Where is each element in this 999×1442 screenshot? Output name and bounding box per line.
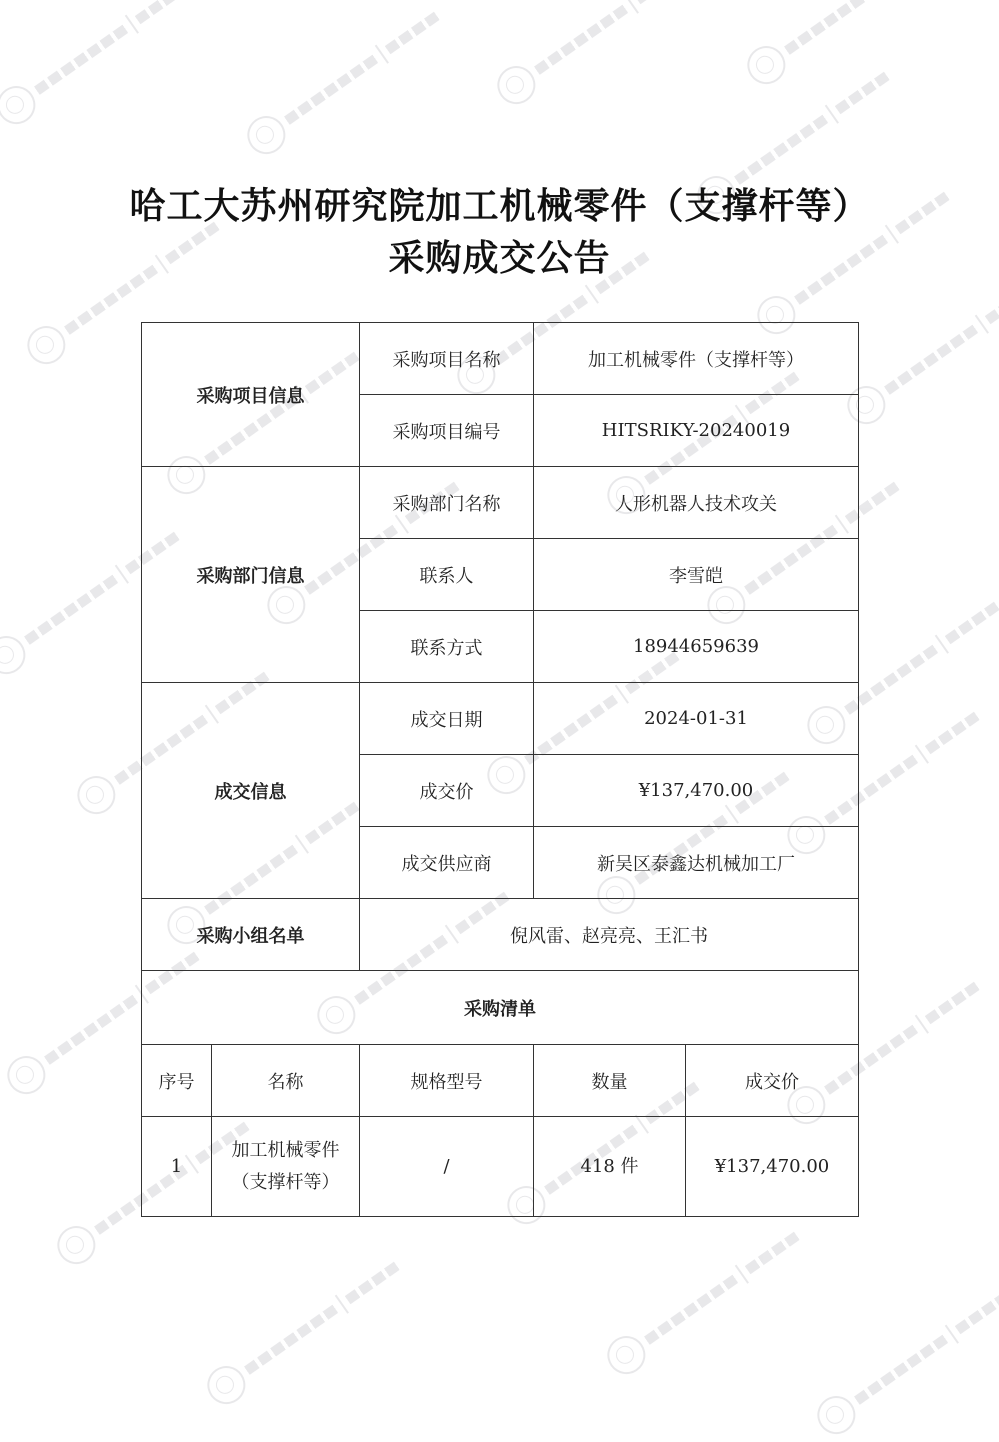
phone-value: 18944659639 — [534, 611, 859, 683]
contact-value: 李雪皑 — [534, 539, 859, 611]
supplier-value: 新吴区泰鑫达机械加工厂 — [534, 827, 859, 899]
col-header-price: 成交价 — [686, 1045, 859, 1117]
item-no: 1 — [142, 1117, 212, 1217]
dept-name-label: 采购部门名称 — [360, 467, 534, 539]
project-code-value: HITSRIKY-20240019 — [534, 395, 859, 467]
item-spec: / — [360, 1117, 534, 1217]
group-section-label: 采购小组名单 — [142, 899, 360, 971]
project-code-label: 采购项目编号 — [360, 395, 534, 467]
deal-date-row — [142, 683, 859, 755]
deal-date-value: 2024-01-31 — [534, 683, 859, 755]
university-seal-icon — [809, 1278, 999, 1442]
col-header-qty: 数量 — [534, 1045, 686, 1117]
project-name-label: 采购项目名称 — [360, 323, 534, 395]
phone-label: 联系方式 — [360, 611, 534, 683]
project-info-section-label: 采购项目信息 — [142, 323, 360, 467]
purchase-list-title: 采购清单 — [142, 971, 859, 1045]
item-name-line1: 加工机械零件 — [231, 1139, 340, 1161]
table-row — [142, 1117, 859, 1217]
university-seal-icon — [239, 0, 450, 162]
contact-label: 联系人 — [360, 539, 534, 611]
dept-info-section-label: 采购部门信息 — [142, 467, 360, 683]
list-title-row — [142, 971, 859, 1045]
page-title: 哈工大苏州研究院加工机械零件（支撑杆等） — [129, 186, 870, 227]
university-seal-icon — [839, 268, 999, 433]
col-header-spec: 规格型号 — [360, 1045, 534, 1117]
page-subtitle: 采购成交公告 — [388, 238, 611, 279]
project-name-value: 加工机械零件（支撑杆等） — [534, 323, 859, 395]
university-seal-icon — [199, 1248, 410, 1413]
item-name — [212, 1117, 360, 1217]
university-seal-icon — [739, 0, 950, 92]
item-price: ¥137,470.00 — [686, 1117, 859, 1217]
deal-price-value: ¥137,470.00 — [534, 755, 859, 827]
group-members: 倪风雷、赵亮亮、王汇书 — [360, 899, 859, 971]
announcement-table — [141, 322, 859, 1217]
list-header-row — [142, 1045, 859, 1117]
supplier-label: 成交供应商 — [360, 827, 534, 899]
dept-name-row — [142, 467, 859, 539]
deal-price-label: 成交价 — [360, 755, 534, 827]
university-seal-icon — [0, 0, 201, 132]
university-seal-icon — [489, 0, 700, 112]
deal-date-label: 成交日期 — [360, 683, 534, 755]
item-name-line2: （支撑杆等） — [231, 1171, 340, 1193]
group-row — [142, 899, 859, 971]
deal-info-section-label: 成交信息 — [142, 683, 360, 899]
item-qty: 418 件 — [534, 1117, 686, 1217]
project-name-row — [142, 323, 859, 395]
col-header-no: 序号 — [142, 1045, 212, 1117]
dept-name-value: 人形机器人技术攻关 — [534, 467, 859, 539]
col-header-name: 名称 — [212, 1045, 360, 1117]
university-seal-icon — [599, 1218, 810, 1383]
